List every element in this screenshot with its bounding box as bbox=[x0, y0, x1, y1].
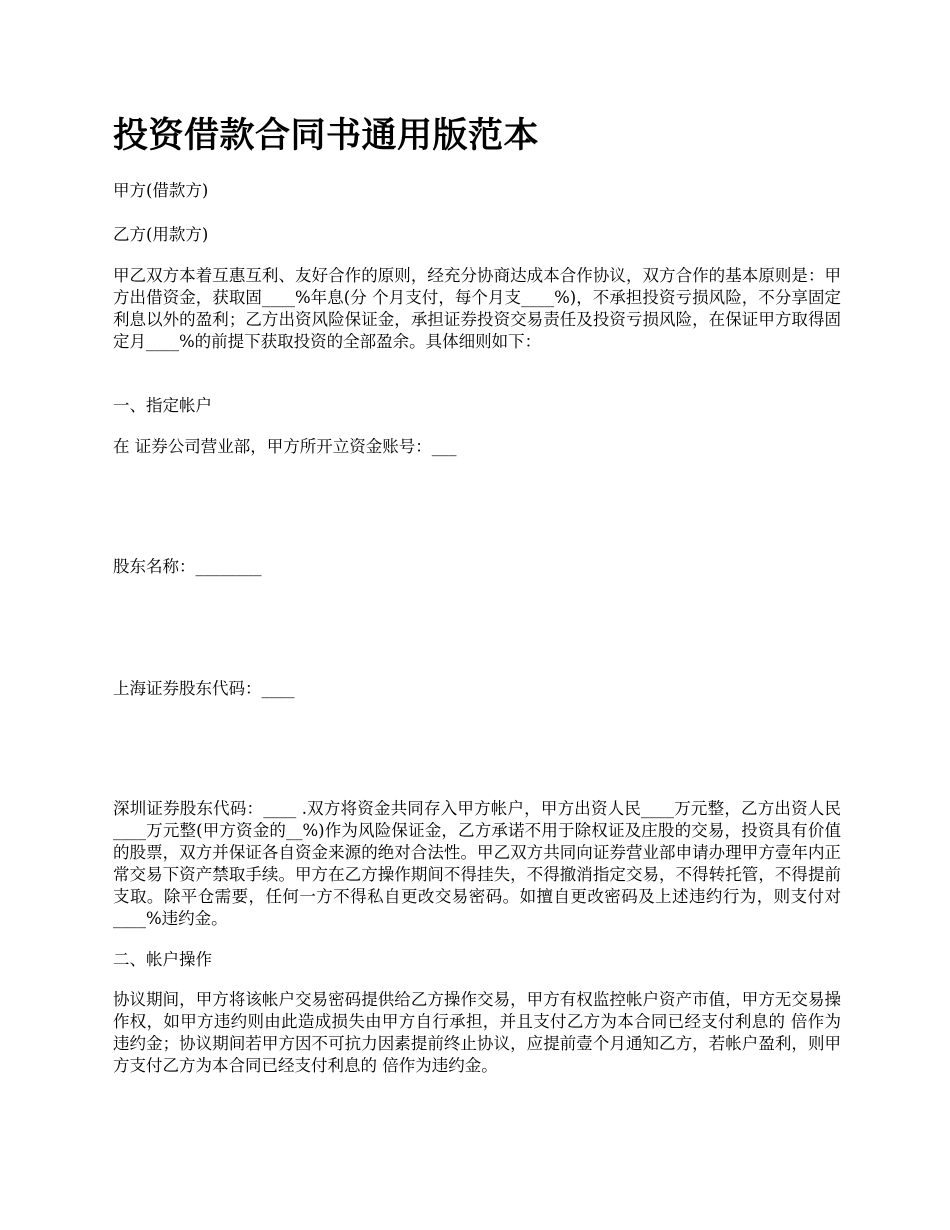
section-2-heading: 二、帐户操作 bbox=[113, 950, 212, 969]
shareholder-name-line: 股东名称：________ bbox=[113, 557, 262, 576]
intro-paragraph: 甲乙双方本着互惠互利、友好合作的原则，经充分协商达成本合作协议，双方合作的基本原则是：甲方出借资金，获取固____%年息(分 个月支付，每个月支____%)，不承担投资亏损风险，不分享固定利息以外的盈利；乙方出资风险保证金，承担证券投资交易责任及投资亏损风险，在保证甲方取得固定月____%的前提下获取投资的全部盈余。具体细则如下： bbox=[113, 266, 841, 351]
shanghai-code-line: 上海证券股东代码：____ bbox=[113, 679, 295, 698]
shenzhen-code-paragraph: 深圳证券股东代码：____ .双方将资金共同存入甲方帐户，甲方出资人民____万元整，乙方出资人民____万元整(甲方资金的__%)作为风险保证金，乙方承诺不用于除权证及庄股的交易，投资具有价值的股票，双方并保证各自资金来源的绝对合法性。甲乙双方共同向证券营业部申请办理甲方壹年内正常交易下资产禁取手续。甲方在乙方操作期间不得挂失，不得撤消指定交易，不得转托管，不得提前支取。除平仓需要，任何一方不得私自更改交易密码。如擅自更改密码及上述违约行为，则支付对____%违约金。 bbox=[113, 799, 841, 928]
document-title: 投资借款合同书通用版范本 bbox=[113, 115, 540, 156]
account-line: 在 证券公司营业部，甲方所开立资金账号：___ bbox=[113, 437, 457, 456]
section-2-paragraph: 协议期间，甲方将该帐户交易密码提供给乙方操作交易，甲方有权监控帐户资产市值，甲方无交易操作权，如甲方违约则由此造成损失由甲方自行承担，并且支付乙方为本合同已经支付利息的 倍作为违约金；协议期间若甲方因不可抗力因素提前终止协议，应提前壹个月通知乙方，若帐户盈利，则甲方支付乙方为本合同已经支付利息的 倍作为违约金。 bbox=[113, 990, 841, 1075]
party-b-line: 乙方(用款方) bbox=[113, 225, 209, 244]
party-a-line: 甲方(借款方) bbox=[113, 181, 209, 200]
section-1-heading: 一、指定帐户 bbox=[113, 396, 212, 415]
